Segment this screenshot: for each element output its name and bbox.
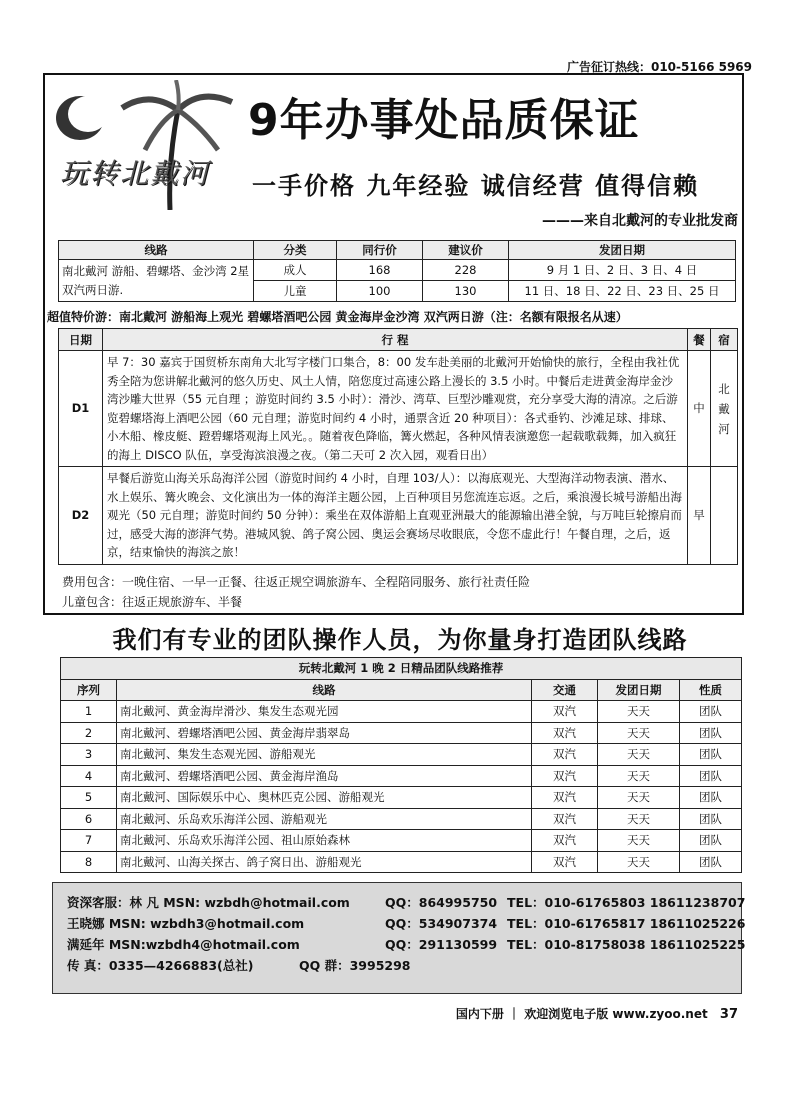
price-header-route: 线路 [59,241,254,260]
route-transport: 双汽 [532,701,598,723]
price-suggested: 130 [423,281,509,302]
routes-header-transport: 交通 [532,679,598,701]
route-index: 7 [61,830,117,852]
team-section-title: 我们有专业的团队操作人员，为你量身打造团队线路 [112,626,688,654]
fee-info [62,572,530,612]
price-type: 儿童 [254,281,337,302]
contact-qq-group: QQ 群：3995298 [299,958,411,973]
fee-include: 费用包含：一晚住宿、一早一正餐、往返正规空调旅游车、全程陪同服务、旅行社责任险 [62,575,531,589]
price-header-peer: 同行价 [337,241,423,260]
route-index: 5 [61,787,117,809]
itin-stay [710,467,737,565]
itin-description: 早 7：30 嘉宾于国贸桥东南角大北写字楼门口集合，8：00 发车赴美丽的北戴河开始愉快的旅行，全程由我社优秀全陪为您讲解北戴河的悠久历史、风土人情，陪您度过高速公路上漫长的 3.5 小时。中餐后走进黄金海岸金沙湾沙雕大世界（55 元自理 ；游览时间约 3.5 小时）：滑沙、湾草、巨型沙雕观赏，充分享受大海的清凉。之后游览碧螺塔海上酒吧公园（60 元自理；游览时间约 4 小时，通票含近 20 种项目）：各式垂钓、沙滩足球、排球、小木船、橡皮艇、蹬碧螺塔观海上风光。。随着夜色降临，篝火燃起，各种风情表演邀您一起载歌载舞，加入疯狂的海上 DISCO 队伍，享受海滨浪漫之夜。（第二天可 2 次入园，观看日出） [102,351,687,467]
route-date: 天天 [598,851,680,873]
itin-stay: 北戴河 [710,351,737,467]
itin-day: D1 [59,351,103,467]
route-name: 南北戴河、碧螺塔酒吧公园、黄金海岸渔岛 [117,765,532,787]
tagline: ———来自北戴河的专业批发商 [542,213,738,229]
route-kind: 团队 [680,722,742,744]
routes-header-index: 序列 [61,679,117,701]
itin-header-stay: 宿 [710,329,737,351]
route-kind: 团队 [680,808,742,830]
route-kind: 团队 [680,830,742,852]
price-type: 成人 [254,260,337,281]
route-name: 南北戴河、山海关探古、鸽子窝日出、游船观光 [117,851,532,873]
itin-description: 早餐后游览山海关乐岛海洋公园（游览时间约 4 小时，自理 103/人）：以海底观光、大型海洋动物表演、潜水、水上娱乐、篝火晚会、文化演出为一体的海洋主题公园，上百种项目另您流连忘返。之后，乘浪漫长城号游船出海观光（50 元自理；游览时间约 50 分钟）：乘坐在双体游船上直观亚洲最大的能源输出港全貌，与万吨巨轮擦肩而过，感受大海的澎湃气势。港城风貌、鸽子窝公园、奥运会赛场尽收眼底，令您不虚此行！午餐自理，之后，返京，结束愉快的海滨之旅！ [102,467,687,565]
contact-msn: 王晓娜 MSN: wzbdh3@hotmail.com [67,916,305,931]
route-transport: 双汽 [532,765,598,787]
price-route: 南北戴河 游船、碧螺塔、金沙湾 2星双汽两日游. [59,260,254,302]
footer-text: 国内下册 ｜ 欢迎浏览电子版 www.zyoo.net [455,1007,708,1021]
table-row [61,808,742,830]
route-kind: 团队 [680,851,742,873]
table-row [61,765,742,787]
routes-caption: 玩转北戴河 1 晚 2 日精品团队线路推荐 [61,658,742,680]
price-table [58,240,736,302]
route-index: 1 [61,701,117,723]
route-kind: 团队 [680,765,742,787]
price-header-type: 分类 [254,241,337,260]
page-number: 37 [719,1007,738,1022]
contact-tel: TEL：010-61765803 18611238707 [507,895,746,910]
contact-msn: 满延年 MSN:wzbdh4@hotmail.com [67,937,300,952]
routes-header-date: 发团日期 [598,679,680,701]
slogan: 一手价格 九年经验 诚信经营 值得信赖 [252,172,700,200]
price-dates: 9 月 1 日、2 日、3 日、4 日 [509,260,736,281]
price-dates: 11 日、18 日、22 日、23 日、25 日 [509,281,736,302]
route-date: 天天 [598,744,680,766]
route-index: 3 [61,744,117,766]
route-date: 天天 [598,722,680,744]
routes-header-kind: 性质 [680,679,742,701]
route-date: 天天 [598,787,680,809]
route-transport: 双汽 [532,830,598,852]
contact-qq: QQ：291130599 [385,937,498,952]
table-row [61,744,742,766]
route-name: 南北戴河、乐岛欢乐海洋公园、祖山原始森林 [117,830,532,852]
routes-header-route: 线路 [117,679,532,701]
route-index: 4 [61,765,117,787]
itin-header-meal: 餐 [688,329,711,351]
route-name: 南北戴河、碧螺塔酒吧公园、黄金海岸翡翠岛 [117,722,532,744]
table-row [61,701,742,723]
contact-fax: 传 真：0335—4266883(总社) [67,958,254,973]
route-date: 天天 [598,808,680,830]
special-offer-line: 超值特价游：南北戴河 游船海上观光 碧螺塔酒吧公园 黄金海岸金沙湾 双汽两日游（注：名额有限报名从速） [47,310,628,324]
route-name: 南北戴河、乐岛欢乐海洋公园、游船观光 [117,808,532,830]
contact-qq: QQ：864995750 [385,895,498,910]
route-index: 2 [61,722,117,744]
contact-box [52,882,746,994]
route-transport: 双汽 [532,722,598,744]
contact-tel: TEL：010-81758038 18611025225 [507,937,746,952]
price-suggested: 228 [423,260,509,281]
itin-header-date: 日期 [59,329,103,351]
table-row [61,722,742,744]
route-kind: 团队 [680,787,742,809]
route-index: 8 [61,851,117,873]
price-header-suggested: 建议价 [423,241,509,260]
itin-day: D2 [59,467,103,565]
route-transport: 双汽 [532,808,598,830]
route-kind: 团队 [680,744,742,766]
route-date: 天天 [598,765,680,787]
price-peer: 100 [337,281,423,302]
contact-msn: 资深客服：林 凡 MSN: wzbdh@hotmail.com [67,895,350,910]
headline: 9年办事处品质保证 [248,95,640,146]
table-row [61,787,742,809]
child-include: 儿童包含：往返正规旅游车、半餐 [62,595,243,609]
table-row [61,851,742,873]
itin-header-route: 行 程 [102,329,687,351]
logo-text: 玩转北戴河 [60,157,211,190]
table-row [61,830,742,852]
route-transport: 双汽 [532,744,598,766]
itinerary-table [58,328,738,565]
team-routes-table [60,657,742,873]
itin-meal: 早 [688,467,711,565]
route-transport: 双汽 [532,787,598,809]
itin-meal: 中 [688,351,711,467]
route-kind: 团队 [680,701,742,723]
route-date: 天天 [598,830,680,852]
route-name: 南北戴河、集发生态观光园、游船观光 [117,744,532,766]
route-transport: 双汽 [532,851,598,873]
contact-tel: TEL：010-61765817 18611025226 [507,916,746,931]
ad-hotline: 广告征订热线：010-5166 5969 [566,60,752,74]
route-name: 南北戴河、国际娱乐中心、奥林匹克公园、游船观光 [117,787,532,809]
contact-qq: QQ：534907374 [385,916,498,931]
route-index: 6 [61,808,117,830]
page-footer [456,1005,738,1022]
price-peer: 168 [337,260,423,281]
route-name: 南北戴河、黄金海岸滑沙、集发生态观光园 [117,701,532,723]
price-header-dates: 发团日期 [509,241,736,260]
route-date: 天天 [598,701,680,723]
